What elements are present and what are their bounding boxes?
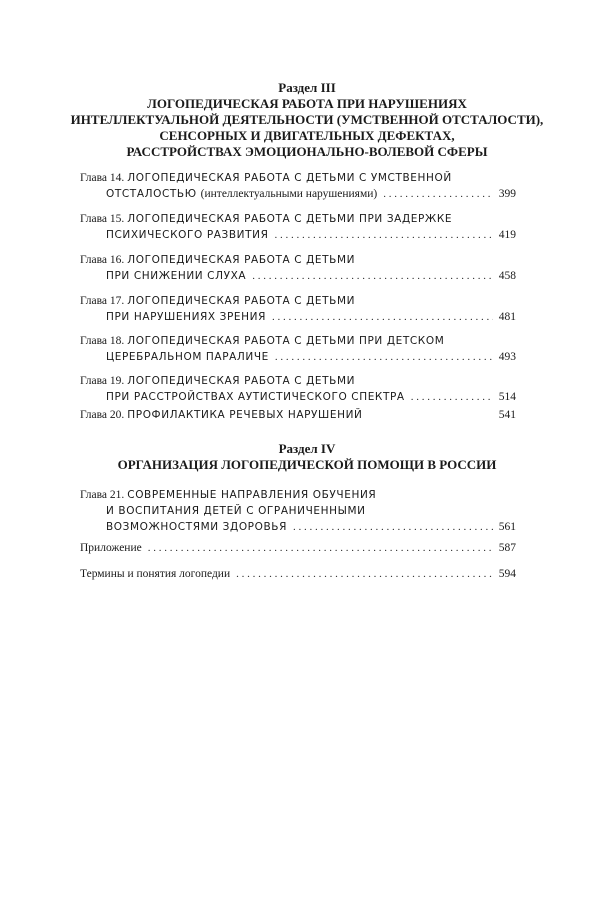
chapter-number: Глава 21. — [80, 489, 125, 501]
page-number: 419 — [498, 229, 516, 241]
section-label: Раздел IV — [278, 441, 336, 456]
chapter-title-line: ОТСТАЛОСТЬЮ — [106, 188, 197, 200]
chapter-title-line: СОВРЕМЕННЫЕ НАПРАВЛЕНИЯ ОБУЧЕНИЯ — [127, 489, 377, 501]
dot-leader — [275, 349, 493, 365]
dot-leader — [148, 540, 493, 556]
dot-leader — [252, 268, 493, 284]
page-number: 458 — [498, 270, 516, 282]
dot-leader — [236, 566, 493, 582]
toc-entry-appendix[interactable] — [80, 540, 516, 556]
chapter-number: Глава 20. — [80, 409, 125, 421]
chapter-number: Глава 16. — [80, 254, 125, 266]
section-heading-4 — [40, 441, 574, 473]
chapter-title-line: ЛОГОПЕДИЧЕСКАЯ РАБОТА С ДЕТЬМИ — [127, 295, 356, 307]
chapter-title-line: ЛОГОПЕДИЧЕСКАЯ РАБОТА С ДЕТЬМИ С УМСТВЕННОЙ — [127, 172, 452, 184]
page-number: 481 — [498, 311, 516, 323]
toc-entry-chapter-17[interactable] — [80, 293, 516, 325]
chapter-number: Глава 14. — [80, 172, 125, 184]
toc-entry-chapter-21[interactable] — [80, 487, 516, 535]
section-title-line: ЛОГОПЕДИЧЕСКАЯ РАБОТА ПРИ НАРУШЕНИЯХ — [147, 96, 467, 111]
chapter-title-line: ЛОГОПЕДИЧЕСКАЯ РАБОТА С ДЕТЬМИ ПРИ ЗАДЕРЖКЕ — [127, 213, 453, 225]
chapter-title-line: ПРОФИЛАКТИКА РЕЧЕВЫХ НАРУШЕНИЙ — [127, 409, 363, 421]
toc-entry-chapter-16[interactable] — [80, 252, 516, 284]
chapter-number: Глава 17. — [80, 295, 125, 307]
chapter-title-line: ПСИХИЧЕСКОГО РАЗВИТИЯ — [106, 229, 269, 241]
toc-entry-chapter-15[interactable] — [80, 211, 516, 243]
chapter-title-line: ЦЕРЕБРАЛЬНОМ ПАРАЛИЧЕ — [106, 351, 269, 363]
page-number: 561 — [498, 521, 516, 533]
dot-leader — [272, 309, 493, 325]
toc-entry-chapter-14[interactable] — [80, 170, 516, 202]
chapter-title-line: ВОЗМОЖНОСТЯМИ ЗДОРОВЬЯ — [106, 521, 287, 533]
toc-entry-chapter-20[interactable] — [80, 407, 516, 423]
chapter-number: Глава 15. — [80, 213, 125, 225]
chapter-title-line: ПРИ РАССТРОЙСТВАХ АУТИСТИЧЕСКОГО СПЕКТРА — [106, 391, 405, 403]
chapter-number: Глава 19. — [80, 375, 125, 387]
section-title-line: СЕНСОРНЫХ И ДВИГАТЕЛЬНЫХ ДЕФЕКТАХ, — [159, 128, 455, 143]
section-title-line: ИНТЕЛЛЕКТУАЛЬНОЙ ДЕЯТЕЛЬНОСТИ (УМСТВЕННОЙ ОТСТАЛОСТИ), — [70, 112, 544, 127]
chapter-title-line: ПРИ НАРУШЕНИЯХ ЗРЕНИЯ — [106, 311, 267, 323]
section-title-line: ОРГАНИЗАЦИЯ ЛОГОПЕДИЧЕСКОЙ ПОМОЩИ В РОССИИ — [117, 457, 497, 472]
chapter-subtitle: (интеллектуальными нарушениями) — [200, 188, 378, 200]
toc-entry-chapter-18[interactable] — [80, 333, 516, 365]
dot-leader — [275, 227, 493, 243]
page-number: 594 — [498, 568, 516, 580]
dot-leader — [383, 186, 493, 202]
chapter-title-line: ПРИ СНИЖЕНИИ СЛУХА — [106, 270, 247, 282]
chapter-title-line: И ВОСПИТАНИЯ ДЕТЕЙ С ОГРАНИЧЕННЫМИ — [106, 505, 366, 517]
page-number: 587 — [498, 542, 516, 554]
entry-title: Термины и понятия логопедии — [80, 568, 231, 580]
section-title-line: РАССТРОЙСТВАХ ЭМОЦИОНАЛЬНО-ВОЛЕВОЙ СФЕРЫ — [126, 144, 488, 159]
page-number: 541 — [498, 409, 516, 421]
toc-entry-chapter-19[interactable] — [80, 373, 516, 405]
section-heading-3 — [40, 80, 574, 160]
toc-entry-glossary[interactable] — [80, 566, 516, 582]
section-label: Раздел III — [278, 80, 336, 95]
page-number: 493 — [498, 351, 516, 363]
page-number: 514 — [498, 391, 516, 403]
chapter-number: Глава 18. — [80, 335, 125, 347]
chapter-title-line: ЛОГОПЕДИЧЕСКАЯ РАБОТА С ДЕТЬМИ — [127, 375, 356, 387]
chapter-title-line: ЛОГОПЕДИЧЕСКАЯ РАБОТА С ДЕТЬМИ ПРИ ДЕТСКОМ — [127, 335, 445, 347]
chapter-title-line: ЛОГОПЕДИЧЕСКАЯ РАБОТА С ДЕТЬМИ — [127, 254, 356, 266]
dot-leader — [293, 519, 493, 535]
dot-leader — [411, 389, 493, 405]
page-number: 399 — [498, 188, 516, 200]
entry-title: Приложение — [80, 542, 142, 554]
